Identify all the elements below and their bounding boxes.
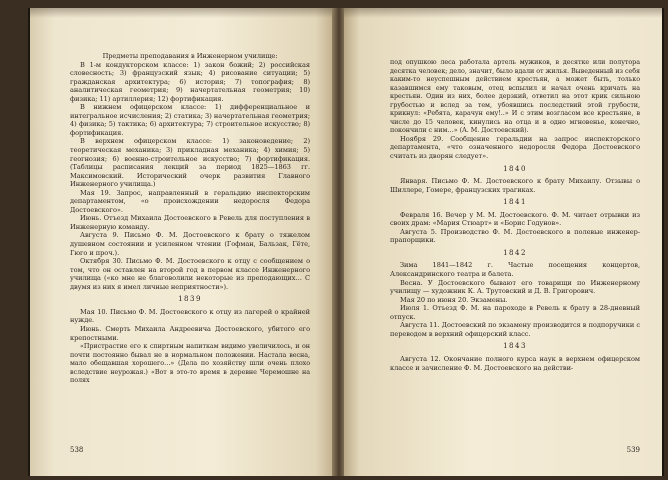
paragraph: Августа 5. Производство Ф. М. Достоевского в полевые инженер-прапорщики. [390, 227, 640, 245]
year-heading: 1842 [503, 248, 527, 257]
page-number-left: 538 [70, 446, 84, 454]
year-heading: 1841 [503, 198, 527, 207]
paragraph: Июнь. Смерть Михаила Андреевича Достоевского, убитого его крепостными. [70, 324, 310, 342]
right-page-text [390, 58, 640, 372]
year-heading: 1839 [178, 295, 202, 304]
paragraph: под опушкою леса работала артель мужиков, в десятке или полутора десятка человек; дело, значит, было вдали от жилья. Выведенный из себя каким-то неуспешным действием крестьян, а может быть, только казавшимся ему таковым, отец вспылил и начал очень кричать на крестьян. Один из них, более дерзкий, ответил на этот крик сильною грубостью и вслед за тем, убоявшись последствий этой грубости, крикнул: «Ребята, карачун ему!..» И с этим возгласом все крестьяне, в числе до 15 человек, кинулись на отца и в одно мгновенье, конечно, покончили с ним…» (А. М. Достоевский). [390, 58, 640, 135]
open-book [28, 8, 664, 476]
year-heading: 1840 [503, 164, 527, 173]
paragraph: «Пристрастие его к спиртным напиткам видимо увеличилось, и он почти постоянно бывал не в нормальном положении. Настала весна, мало обещавшая хорошего…» (Дела по хозяйству шли очень плохо вследствие неурожая.) «Вот в это-то время в деревне Черемошне на полях [70, 342, 310, 385]
paragraph: Августа 12. Окончание полного курса наук в верхнем офицерском классе и зачисление Ф. М. Достоевского на действи- [390, 354, 640, 372]
paragraph: Августа 11. Достоевский по экзамену производится в подпоручики с переводом в верхний офицерский класс. [390, 321, 640, 338]
paragraph: Предметы преподавания в Инженерном училище: [102, 52, 278, 60]
paragraph: Января. Письмо Ф. М. Достоевского к брату Михаилу. Отзывы о Шиллере, Гомере, французских трагиках. [390, 177, 640, 194]
page-shadow [30, 8, 334, 18]
left-page [30, 8, 334, 476]
paragraph: Августа 9. Письмо Ф. М. Достоевского к брату о тяжелом душевном состоянии и усиленном чтении (Гофман, Бальзак, Гёте, Гюго и проч.). [70, 231, 310, 257]
paragraph: В нижнем офицерском классе: 1) дифференциальное и интегральное исчисления; 2) статика; 3) начертательная геометрия; 4) физика; 5) тактика; 6) архитектура; 7) строительное искусство; 8) фортификация. [70, 103, 310, 137]
page-number-right: 539 [626, 446, 640, 454]
right-page [344, 8, 662, 476]
paragraph: Ноября 29. Сообщение геральдии на запрос инспекторского департамента, «что означенного недоросля Федора Достоевского считать из дворян следует». [390, 134, 640, 161]
left-page-text [70, 52, 310, 385]
paragraph: Октября 30. Письмо Ф. М. Достоевского к отцу с сообщением о том, что он оставлен на второй год в первом классе Инженерного училища («ко мне не благоволили некоторые из преподающих… С двумя из них я имел личные неприятности»). [70, 257, 310, 291]
paragraph: Мая 19. Запрос, направленный в геральдию инспекторским департаментом, «о происхождении недоросля Федора Достоевского». [70, 188, 310, 214]
year-heading: 1843 [503, 342, 527, 351]
paragraph: Июля 1. Отъезд Ф. М. на пароходе в Ревель к брату в 28-дневный отпуск. [390, 304, 640, 321]
paragraph: Июнь. Отъезд Михаила Достоевского в Ревель для поступления в Инженерную команду. [70, 214, 310, 231]
paragraph: Февраля 16. Вечер у М. М. Достоевского. Ф. М. читает отрывки из своих драм: «Мария Стюарт» и «Борис Годунов». [390, 210, 640, 228]
paragraph: Зима 1841—1842 г. Частые посещения концертов, Александринского театра и балета. [390, 261, 640, 279]
paragraph: Весна. У Достоевского бывают его товарищи по Инженерному училищу — художник К. А. Трутовский и Д. В. Григорович. [390, 278, 640, 296]
page-shadow [344, 8, 662, 18]
paragraph: Мая 20 по июня 20. Экзамены. [400, 295, 508, 304]
paragraph: В 1-м кондукторском классе: 1) закон божий; 2) российская словесность; 3) французский язык; 4) рисование ситуации; 5) гражданская архитектура; 6) история; 7) топография; 8) аналитическая геометрия; 9) начертательная геометрия; 10) физика; 11) артиллерия; 12) фортификация. [70, 60, 310, 103]
paragraph: Мая 10. Письмо Ф. М. Достоевского к отцу из лагерей о крайней нужде. [70, 307, 310, 325]
paragraph: В верхнем офицерском классе: 1) законоведение; 2) теоретическая механика; 3) прикладная механика; 4) химия; 5) геогнозия; 6) военно-строительное искусство; 7) фортификация. (Таблицы расписания лекций за период 1825—1863 гг. Максимовский. Исторический очерк развития Главного Инженерного училища.) [70, 137, 310, 189]
